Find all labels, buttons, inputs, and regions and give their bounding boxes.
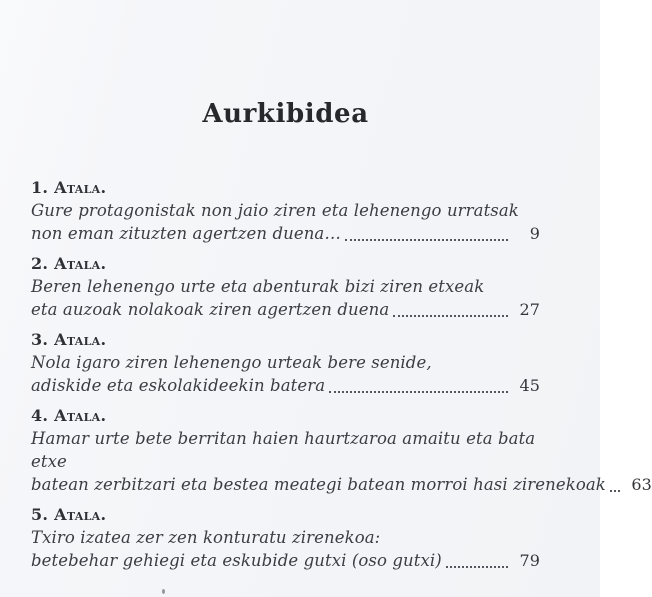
chapter-description-row	[31, 222, 540, 245]
chapter-description-row	[31, 473, 652, 496]
chapter-description-row	[31, 298, 540, 321]
chapter-description-row	[31, 374, 540, 397]
toc-entry	[31, 252, 540, 321]
chapter-heading: 3. Atala.	[31, 330, 107, 350]
chapter-heading: 5. Atala.	[31, 505, 107, 525]
chapter-description-line: non eman zituzten agertzen duena…	[31, 224, 341, 244]
chapter-description-line: betebehar gehiegi eta eskubide gutxi (oso gutxi)	[31, 551, 442, 571]
chapter-description-line: Nola igaro ziren lehenengo urteak bere senide,	[31, 353, 432, 373]
page-number: 63	[631, 475, 652, 495]
page-number: 79	[519, 551, 540, 571]
chapter-description-line: Beren lehenengo urte eta abenturak bizi ziren etxeak	[31, 277, 485, 297]
chapter-description-line: eta auzoak nolakoak ziren agertzen duena	[31, 300, 390, 320]
page-title: Aurkibidea	[202, 99, 369, 130]
page-number: 9	[529, 224, 540, 244]
chapter-heading: 1. Atala.	[31, 178, 107, 198]
toc-entry	[31, 503, 540, 572]
chapter-description-line: adiskide eta eskolakideekin batera	[31, 376, 326, 396]
dot-leader	[446, 566, 508, 568]
chapter-description-line: Hamar urte bete berritan haien haurtzaroa amaitu eta bata etxe	[31, 429, 536, 472]
chapter-description-line: batean zerbitzari eta bestea meategi batean morroi hasi zirenekoak	[31, 475, 606, 495]
dot-leader	[329, 391, 508, 393]
chapter-heading: 4. Atala.	[31, 406, 107, 426]
page-number: 27	[519, 300, 540, 320]
dot-leader	[345, 239, 508, 241]
dot-leader	[393, 315, 508, 317]
toc-entry	[31, 176, 540, 245]
chapter-heading: 2. Atala.	[31, 254, 107, 274]
scan-artifact-speck	[162, 589, 165, 594]
chapter-description-line: Txiro izatea zer zen konturatu zirenekoa:	[31, 528, 381, 548]
chapter-description-row	[31, 549, 540, 572]
toc-entry-list	[31, 176, 652, 572]
page-number: 45	[519, 376, 540, 396]
toc-entry	[31, 404, 652, 496]
chapter-description-line: Gure protagonistak non jaio ziren eta lehenengo urratsak	[31, 201, 519, 221]
toc-entry	[31, 328, 540, 397]
dot-leader	[610, 490, 620, 492]
